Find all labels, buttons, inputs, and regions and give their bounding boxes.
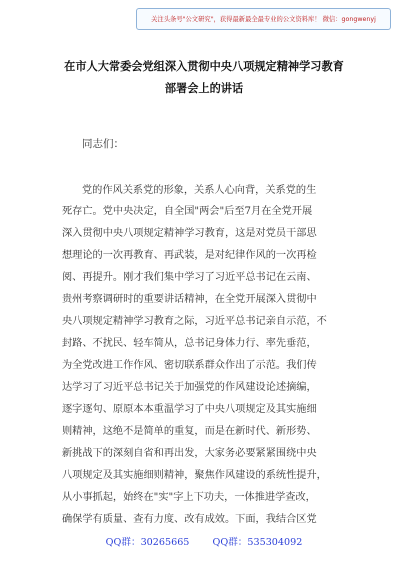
body-line: 想理论的一次再教育、再武装，是对纪律作风的一次再检 [62, 250, 317, 261]
body-line: 达学习了习近平总书记关于加强党的作风建设论述摘编， [62, 382, 317, 393]
body-line: 死存亡。党中央决定，自全国"两会"后至7月在全党开展 [62, 206, 313, 217]
body-line: 党的作风关系党的形象，关系人心向背，关系党的生 [82, 185, 317, 196]
body-line: 确保学有质量、查有力度、改有成效。下面，我结合区党 [62, 514, 317, 525]
body-line: 新挑战下的深刻自省和再出发，大家务必要紧紧围绕中央 [62, 448, 317, 459]
body-line: 阅、再提升。刚才我们集中学习了习近平总书记在云南、 [62, 272, 317, 283]
body-line: 封路、不扰民、轻车简从，总书记身体力行、率先垂范， [62, 338, 317, 349]
promo-banner: 关注头条号"公文研究"，获得最新最全最专业的公文资料库！ 微信：gongwenyj [136, 8, 391, 30]
footer-qq-group-1: QQ群：30265665 [105, 537, 190, 548]
body-line: 贵州考察调研时的重要讲话精神，在全党开展深入贯彻中 [62, 294, 317, 305]
body-line: 则精神，这绝不是简单的重复，而是在新时代、新形势、 [62, 426, 317, 437]
body-line: 从小事抓起，始终在"实"字上下功夫，一体推进学查改， [62, 492, 316, 503]
footer-qq-group-2: QQ群：535304092 [212, 537, 303, 548]
document-title-line-1: 在市人大常委会党组深入贯彻中央八项规定精神学习教育 [64, 60, 344, 73]
body-line: 深入贯彻中央八项规定精神学习教育，这是对党员干部思 [62, 228, 317, 239]
document-title-line-2: 部署会上的讲话 [164, 82, 244, 95]
footer-contact [0, 534, 408, 548]
body-line: 逐字逐句、原原本本重温学习了中央八项规定及其实施细 [62, 404, 317, 415]
greeting: 同志们： [82, 138, 124, 150]
body-line: 央八项规定精神学习教育之际，习近平总书记亲自示范，不 [62, 316, 327, 327]
body-line: 八项规定及其实施细则精神，聚焦作风建设的系统性提升， [62, 470, 327, 481]
body-line: 为全党改进工作作风、密切联系群众作出了示范。我们传 [62, 360, 317, 371]
